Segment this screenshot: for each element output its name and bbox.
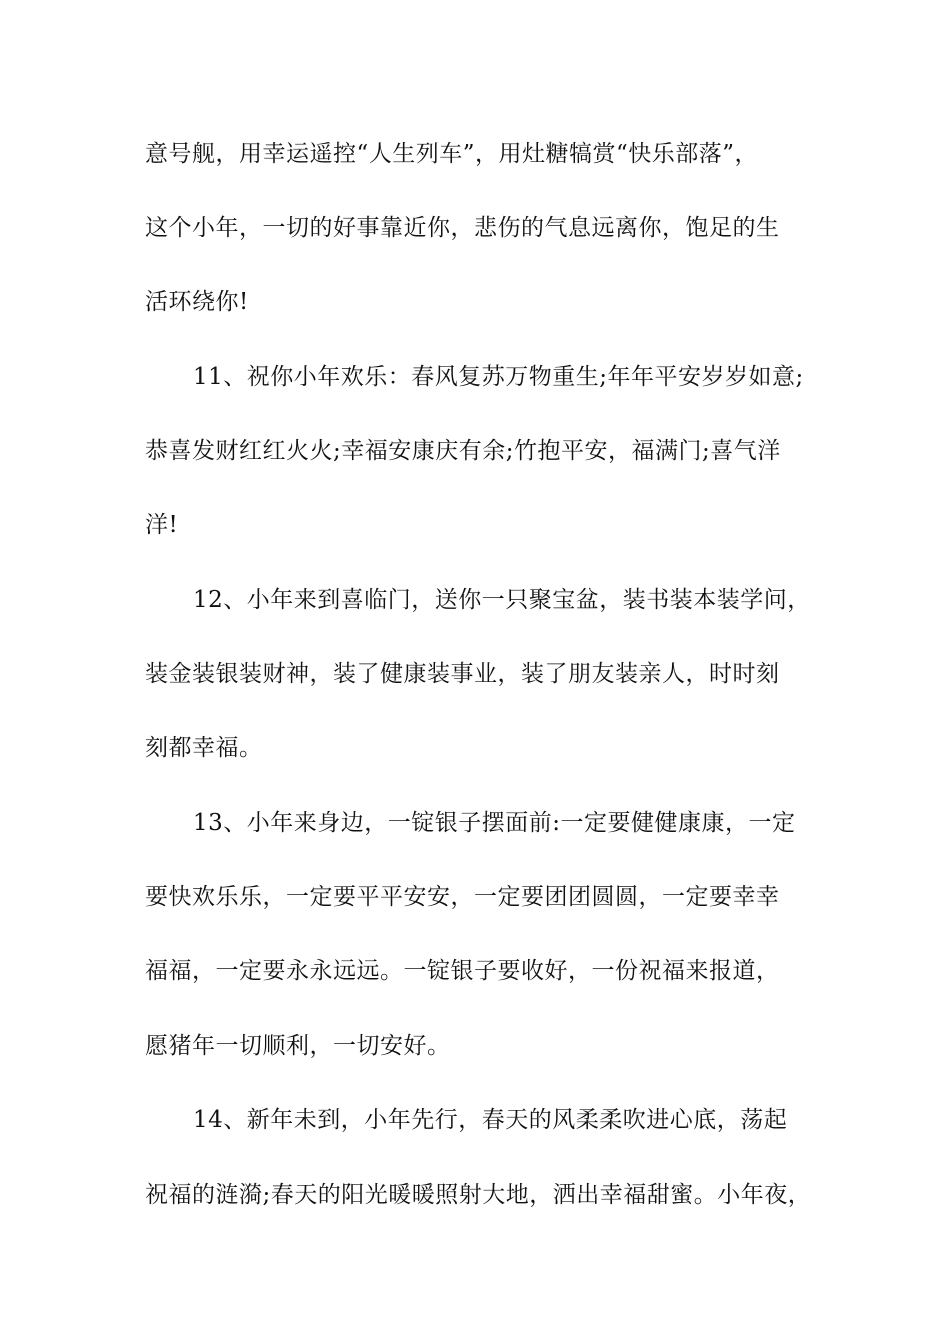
text-line: 洋! <box>145 512 179 538</box>
text-line: 恭喜发财红红火火;幸福安康庆有余;竹抱平安，福满门;喜气洋 <box>145 438 781 464</box>
text-line: 福福，一定要永永远远。一锭银子要收好，一份祝福来报道， <box>145 958 780 984</box>
text-line: 活环绕你! <box>145 289 249 315</box>
paragraph-start-13: 13、小年来身边，一锭银子摆面前:一定要健健康康，一定 <box>193 810 796 836</box>
text-line: 要快欢乐乐，一定要平平安安，一定要团团圆圆，一定要幸幸 <box>145 884 780 910</box>
text-line: 祝福的涟漪;春天的阳光暖暖照射大地，洒出幸福甜蜜。小年夜， <box>145 1182 812 1208</box>
text-line: 装金装银装财神，装了健康装事业，装了朋友装亲人，时时刻 <box>145 661 780 687</box>
text-line: 意号舰，用幸运遥控“人生列车”，用灶糖犒赏“快乐部落”， <box>145 141 759 167</box>
text-line: 愿猪年一切顺利，一切安好。 <box>145 1033 451 1059</box>
text-line: 刻都幸福。 <box>145 735 263 761</box>
text-line: 这个小年，一切的好事靠近你，悲伤的气息远离你，饱足的生 <box>145 215 780 241</box>
paragraph-start-11: 11、祝你小年欢乐：春风复苏万物重生;年年平安岁岁如意; <box>193 364 804 390</box>
paragraph-start-14: 14、新年未到，小年先行，春天的风柔柔吹进心底，荡起 <box>193 1107 788 1133</box>
paragraph-start-12: 12、小年来到喜临门，送你一只聚宝盆，装书装本装学问， <box>193 587 811 613</box>
